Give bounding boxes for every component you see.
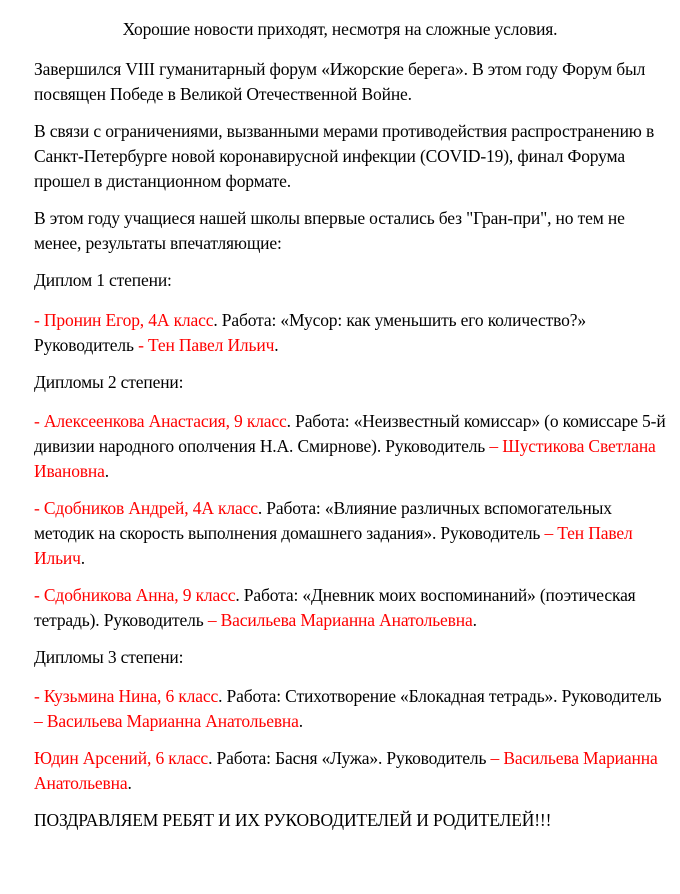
diploma1-entry-pronin — [34, 308, 674, 358]
teacher-dash: - — [138, 335, 144, 355]
student-name: Алексеенкова Анастасия, 9 класс — [39, 411, 287, 431]
diploma3-entry-kuzmina — [34, 684, 674, 734]
teacher-name: Тен Павел Ильич — [143, 335, 275, 355]
diploma2-entry-sdobnikova — [34, 583, 674, 633]
teacher-name: – Шустикова Светлана Ивановна — [34, 436, 656, 481]
student-name: Пронин Егор, 4А класс — [39, 310, 214, 330]
diploma2-heading: Дипломы 2 степени: — [34, 372, 184, 392]
intro-paragraph-covid: В связи с ограничениями, вызванными мерами противодействия распространению в Санкт-Петербурге новой коронавирусной инфекции (COVID-19), финал Форума прошел в дистанционном формате. — [34, 121, 655, 191]
student-name: Сдобникова Анна, 9 класс — [39, 585, 236, 605]
diploma1-heading: Диплом 1 степени: — [34, 270, 172, 290]
entry-dash: - — [34, 585, 40, 605]
teacher-name: – Тен Павел Ильич — [34, 523, 633, 568]
diploma2-entry-alekseenkova — [34, 409, 674, 484]
closing-congratulations: ПОЗДРАВЛЯЕМ РЕБЯТ И ИХ РУКОВОДИТЕЛЕЙ И РОДИТЕЛЕЙ!!! — [34, 810, 552, 830]
entry-end: . — [127, 773, 132, 793]
teacher-name: – Васильева Марианна Анатольевна — [207, 610, 473, 630]
student-name: Юдин Арсений, 6 класс — [34, 748, 209, 768]
entry-dash: - — [34, 686, 40, 706]
entry-dash: - — [34, 310, 40, 330]
work-description: . Работа: «Влияние различных вспомогательных методик на скорость выполнения домашнего задания». Руководитель — [34, 498, 612, 543]
intro-paragraph-forum: Завершился VIII гуманитарный форум «Ижорские берега». В этом году Форум был посвящен Победе в Великой Отечественной Войне. — [34, 59, 646, 104]
student-name: Сдобников Андрей, 4А класс — [39, 498, 258, 518]
diploma2-entry-sdobnikov — [34, 496, 674, 571]
diploma3-heading: Дипломы 3 степени: — [34, 647, 184, 667]
entry-end: . — [104, 461, 109, 481]
work-description: . Работа: «Дневник моих воспоминаний» (поэтическая тетрадь). Руководитель — [34, 585, 636, 630]
entry-dash: - — [34, 498, 40, 518]
entry-dash: - — [34, 411, 40, 431]
work-description: . Работа: «Неизвестный комиссар» (о комиссаре 5-й дивизии народного ополчения Н.А. Смирнове). Руководитель — [34, 411, 666, 456]
work-description: . Работа: «Мусор: как уменьшить его количество?» Руководитель — [34, 310, 586, 355]
entry-end: . — [472, 610, 477, 630]
entry-end: . — [274, 335, 279, 355]
headline: Хорошие новости приходят, несмотря на сложные условия. — [122, 19, 558, 39]
work-description: . Работа: Стихотворение «Блокадная тетрадь». Руководитель — [218, 686, 662, 706]
teacher-name: – Васильева Марианна Анатольевна — [34, 711, 299, 731]
teacher-name: – Васильева Марианна Анатольевна — [34, 748, 658, 793]
work-description: . Работа: Басня «Лужа». Руководитель — [208, 748, 491, 768]
student-name: Кузьмина Нина, 6 класс — [39, 686, 219, 706]
diploma3-entry-yudin — [34, 746, 674, 796]
entry-end: . — [80, 548, 86, 568]
intro-paragraph-results: В этом году учащиеся нашей школы впервые остались без "Гран-при", но тем не менее, результаты впечатляющие: — [34, 208, 625, 253]
entry-end: . — [298, 711, 304, 731]
